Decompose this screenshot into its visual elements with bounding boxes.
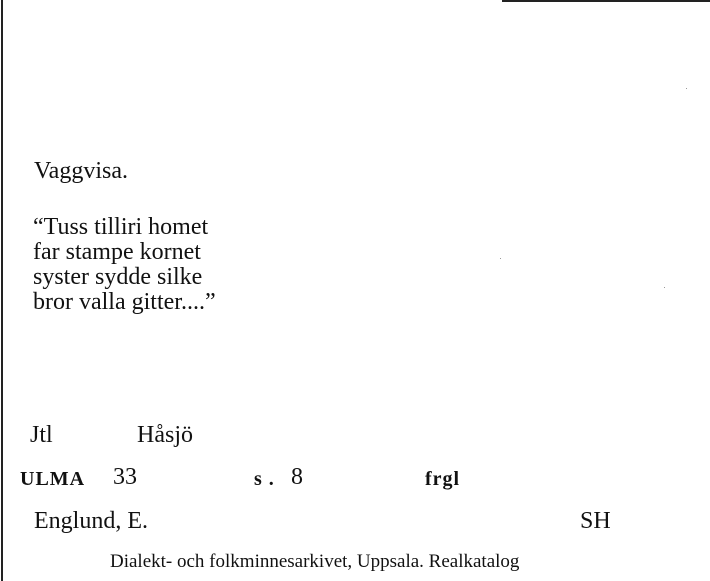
region-code: Jtl	[30, 422, 53, 448]
card-left-edge	[1, 0, 3, 581]
archive-footer: Dialekt- och folkminnesarkivet, Uppsala. Realkatalog	[110, 551, 520, 572]
archive-code: ULMA	[20, 468, 86, 490]
verse-line: bror valla gitter....”	[33, 289, 216, 315]
card-top-edge	[502, 0, 710, 2]
verse-line: “Tuss tilliri homet	[33, 214, 209, 240]
verse-line: syster sydde silke	[33, 264, 203, 290]
paper-speck	[664, 287, 665, 288]
card-title: Vaggvisa.	[34, 158, 128, 184]
page-label: s .	[254, 468, 275, 490]
verse-line: far stampe kornet	[33, 239, 201, 265]
parish-name: Håsjö	[137, 422, 193, 448]
page-number: 8	[291, 464, 303, 490]
collector-name: Englund, E.	[34, 508, 148, 534]
initials: SH	[580, 508, 611, 534]
paper-speck	[500, 258, 501, 259]
archive-number: 33	[113, 464, 137, 490]
paper-speck	[686, 88, 687, 89]
verse-text	[33, 215, 216, 315]
category-code: frgl	[425, 468, 461, 490]
